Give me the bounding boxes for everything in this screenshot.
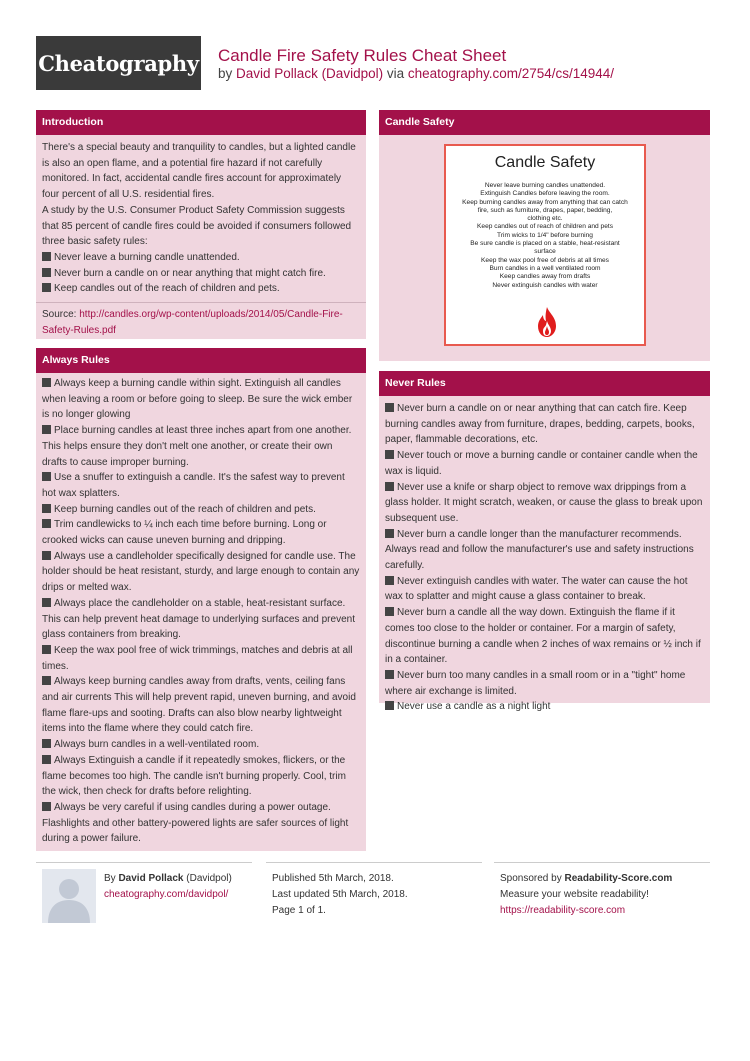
candle-safety-image — [444, 144, 646, 346]
source-link[interactable]: http://candles.org/wp-content/uploads/2014/05/Candle-Fire-Safety-Rules.pdf — [42, 309, 343, 336]
candle-safety-image-line: clothing etc. — [527, 215, 563, 223]
always-rule-item-text: Always place the candleholder on a stable, heat-resistant surface. This can help prevent heat damage to underlying surfaces and prevent glass containers from breaking. — [42, 597, 355, 641]
bullet-square-icon — [42, 519, 51, 528]
footer-author — [104, 871, 232, 903]
intro-paragraph-1: There's a special beauty and tranquility to candles, but a lighted candle is also an open flame, and a potential fire hazard if not carefully monitored. In fact, accidental candle fires account for approximately four percent of all U.S. residential fires. — [42, 142, 356, 201]
author-link[interactable]: David Pollack (Davidpol) — [236, 66, 384, 81]
avatar-silhouette-icon — [42, 869, 96, 923]
never-rules-section — [379, 371, 710, 713]
intro-bullet — [42, 266, 360, 282]
candle-safety-image-line: Extinguish Candles before leaving the room. — [480, 190, 610, 198]
bullet-square-icon — [42, 425, 51, 434]
introduction-section — [36, 110, 366, 339]
page-count: Page 1 of 1. — [272, 905, 326, 916]
footer-author-name: David Pollack — [118, 873, 184, 884]
always-rule-item — [42, 470, 360, 501]
candle-safety-image-line: Trim wicks to 1/4" before burning — [497, 231, 593, 239]
never-rule-item-text: Never use a knife or sharp object to remove wax drippings from a glass holder. It might scratch, weaken, or cause the glass to break upon subsequent use. — [385, 481, 703, 524]
never-rules-heading: Never Rules — [379, 371, 710, 396]
bullet-square-icon — [42, 739, 51, 748]
bullet-square-icon — [42, 283, 51, 292]
candle-safety-image-line: Keep the wax pool free of debris at all times — [481, 256, 609, 264]
intro-bullet — [42, 281, 360, 297]
sponsored-label: Sponsored by — [500, 873, 562, 884]
byline-via: via — [386, 66, 405, 81]
sponsor-name: Readability-Score.com — [564, 873, 673, 884]
bullet-square-icon — [42, 252, 51, 261]
candle-safety-image-line: fire, such as furniture, drapes, paper, bedding, — [477, 206, 613, 214]
candle-safety-image-line: Keep candles away from drafts — [499, 273, 591, 281]
footer-divider-1 — [36, 862, 252, 863]
intro-bullet-text: Never burn a candle on or near anything that might catch fire. — [54, 267, 326, 279]
always-rule-item — [42, 502, 360, 518]
flame-icon — [536, 306, 558, 338]
bullet-square-icon — [385, 450, 394, 459]
intro-source — [42, 303, 360, 338]
always-rule-item-text: Always keep burning candles away from drafts, vents, ceiling fans and air currents This will help prevent rapid, uneven burning, and avoid flame flare-ups and sooting. Drafts can also blow nearby lightweight items into the flame where they could catch fire. — [42, 676, 356, 735]
bullet-square-icon — [385, 403, 394, 412]
footer-author-link[interactable]: cheatography.com/davidpol/ — [104, 889, 229, 900]
bullet-square-icon — [42, 802, 51, 811]
always-rules-heading: Always Rules — [36, 348, 366, 373]
candle-safety-image-line: Never leave burning candles unattended. — [484, 182, 606, 189]
never-rule-item-text: Never use a candle as a night light — [397, 701, 551, 713]
bullet-square-icon — [42, 504, 51, 513]
never-rule-item-text: Never burn too many candles in a small room or in a "tight" home where air exchange is limited. — [385, 669, 686, 697]
bullet-square-icon — [385, 482, 394, 491]
never-rule-item — [385, 574, 704, 605]
always-rule-item — [42, 549, 360, 596]
bullet-square-icon — [42, 551, 51, 560]
always-rule-item-text: Place burning candles at least three inches apart from one another. This helps ensure they don't melt one another, or create their own drafts to cause improper burning. — [42, 425, 352, 468]
bullet-square-icon — [42, 268, 51, 277]
updated-date: Last updated 5th March, 2018. — [272, 889, 408, 900]
always-rule-item-text: Keep burning candles out of the reach of children and pets. — [54, 503, 316, 515]
never-rule-item — [385, 401, 704, 448]
always-rule-item — [42, 674, 360, 737]
introduction-heading: Introduction — [36, 110, 366, 135]
page-title: Candle Fire Safety Rules Cheat Sheet — [218, 46, 507, 65]
never-rule-item — [385, 448, 704, 479]
candle-safety-heading: Candle Safety — [379, 110, 710, 135]
candle-safety-image-line: surface — [534, 248, 556, 256]
bullet-square-icon — [42, 645, 51, 654]
always-rule-item — [42, 800, 360, 847]
intro-bullet — [42, 250, 360, 266]
published-date: Published 5th March, 2018. — [272, 873, 394, 884]
always-rule-item — [42, 753, 360, 800]
never-rule-item — [385, 668, 704, 699]
byline-by: by — [218, 66, 233, 81]
sponsor-link[interactable]: https://readability-score.com — [500, 905, 626, 916]
bullet-square-icon — [42, 378, 51, 387]
always-rule-item — [42, 376, 360, 423]
intro-bullet-text: Never leave a burning candle unattended. — [54, 251, 240, 263]
always-rule-item — [42, 596, 360, 643]
always-rule-item-text: Always Extinguish a candle if it repeatedly smokes, flickers, or the flame becomes too high. The candle isn't burning properly. Cool, trim the wick, then check for drafts before relighting. — [42, 754, 346, 798]
always-rule-item-text: Always keep a burning candle within sight. Extinguish all candles when leaving a room or before going to sleep. Be sure the wick ember is no longer glowing — [42, 378, 353, 421]
always-rule-item-text: Use a snuffer to extinguish a candle. It's the safest way to prevent hot wax splatters. — [42, 472, 345, 499]
never-rule-item — [385, 605, 704, 668]
sponsor-tagline: Measure your website readability! — [500, 889, 649, 900]
candle-safety-image-title: Candle Safety — [494, 154, 596, 171]
sheet-url-link[interactable]: cheatography.com/2754/cs/14944/ — [407, 66, 615, 81]
intro-bullet-list — [42, 250, 360, 297]
never-rule-item-text: Never touch or move a burning candle or container candle when the wax is liquid. — [385, 450, 698, 477]
never-rule-item — [385, 699, 704, 715]
candle-safety-image-line: Never extinguish candles with water — [492, 281, 598, 289]
always-rules-section — [36, 348, 366, 851]
always-rules-list — [36, 373, 366, 851]
never-rule-item-text: Never burn a candle all the way down. Extinguish the flame if it comes too close to the holder or container. For a margin of safety, discontinue burning a candle when 2 inches of wax remains or ½ inch if in a container. — [385, 607, 701, 666]
candle-safety-image-lines — [446, 182, 644, 290]
bullet-square-icon — [385, 701, 394, 710]
candle-safety-image-line: Keep candles out of reach of children and pets — [477, 223, 613, 231]
never-rule-item-text: Never extinguish candles with water. The water can cause the hot wax to splatter and might cause a glass container to break. — [385, 575, 688, 603]
intro-bullet-text: Keep candles out of the reach of children and pets. — [54, 283, 280, 295]
never-rule-item-text: Never burn a candle on or near anything that can catch fire. Keep burning candles away from furniture, drapes, bedding, carpets, books, paper, flammable decorations, etc. — [385, 403, 695, 446]
bullet-square-icon — [385, 529, 394, 538]
never-rule-item — [385, 527, 704, 574]
bullet-square-icon — [385, 607, 394, 616]
bullet-square-icon — [42, 472, 51, 481]
always-rule-item — [42, 643, 360, 674]
footer-publish-info — [272, 871, 408, 919]
footer-sponsor — [500, 871, 672, 919]
intro-paragraph-2: A study by the U.S. Consumer Product Safety Commission suggests that 85 percent of candle fires could be avoided if consumers followed three basic safety rules: — [42, 204, 352, 248]
bullet-square-icon — [385, 670, 394, 679]
source-label: Source: — [42, 309, 77, 321]
never-rule-item-text: Never burn a candle longer than the manufacturer recommends. Always read and follow the manufacturer's use and safety instructions carefully. — [385, 528, 694, 572]
bullet-square-icon — [42, 755, 51, 764]
candle-safety-image-line: Keep burning candles away from anything that can catch — [462, 198, 628, 206]
candle-safety-image-line: Be sure candle is placed on a stable, heat-resistant — [470, 240, 620, 248]
bullet-square-icon — [42, 676, 51, 685]
always-rule-item — [42, 517, 360, 548]
always-rule-item — [42, 737, 360, 753]
always-rule-item-text: Always burn candles in a well-ventilated room. — [54, 739, 260, 751]
always-rule-item-text: Always use a candleholder specifically designed for candle use. The holder should be heat resistant, sturdy, and large enough to contain any drips or melted wax. — [42, 550, 360, 594]
never-rules-list — [379, 396, 710, 719]
always-rule-item-text: Always be very careful if using candles during a power outage. Flashlights and other battery-powered lights are safer sources of light during a power failure. — [42, 801, 349, 845]
byline — [218, 66, 614, 81]
footer-divider-3 — [494, 862, 710, 863]
always-rule-item — [42, 423, 360, 470]
always-rule-item-text: Trim candlewicks to ¼ inch each time before burning. Long or crooked wicks can cause uneven burning and dripping. — [42, 519, 327, 547]
always-rule-item-text: Keep the wax pool free of wick trimmings, matches and debris at all times. — [42, 644, 353, 672]
bullet-square-icon — [42, 598, 51, 607]
candle-safety-image-line: Burn candles in a well ventilated room — [489, 264, 601, 272]
never-rule-item — [385, 480, 704, 527]
bullet-square-icon — [385, 576, 394, 585]
footer-divider-2 — [266, 862, 482, 863]
footer-by: By — [104, 873, 116, 884]
author-avatar[interactable] — [42, 869, 96, 923]
cheatography-logo[interactable]: Cheatography — [36, 36, 201, 90]
footer-author-handle: (Davidpol) — [186, 873, 232, 884]
